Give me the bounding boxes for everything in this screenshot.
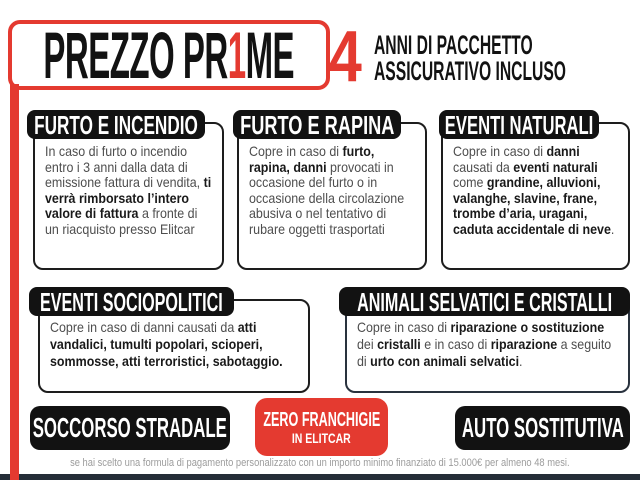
years-number: 4 [329, 17, 362, 97]
brand-title-highlight: 1 [228, 18, 246, 92]
card-header [233, 110, 401, 139]
card-furto-e-rapina [233, 109, 405, 237]
brand-title-box [8, 20, 330, 90]
card-body-text: Copre in caso di riparazione o sostituzione dei cristalli e in caso di riparazione a seguito di urto con animali selvatici. [357, 319, 612, 369]
card-body-text: Copre in caso di danni causati da eventi naturali come grandine, alluvioni, valanghe, slavine, frane, trombe d’aria, uragani, caduta accidentale di neve. [453, 143, 615, 237]
card-furto-e-incendio [27, 109, 212, 237]
card-body [33, 122, 224, 270]
tagline-line-2: ASSICURATIVO INCLUSO [374, 56, 566, 86]
pill-label: SOCCORSO STRADALE [32, 412, 228, 443]
tagline [374, 32, 566, 84]
pill-label: AUTO SOSTITUTIVA [461, 412, 624, 443]
card-title: FURTO E INCENDIO [34, 109, 198, 140]
brand-title-suffix: ME [245, 18, 295, 92]
card-body-text: Copre in caso di danni causati da atti vandalici, tumulti popolari, scioperi, sommosse, atti terroristici, sabotaggio. [50, 319, 283, 369]
card-body-text: In caso di furto o incendio entro i 3 anni dalla data di emissione fattura di vendita, ti verrà rimborsato l’intero valore di fattura a fronte di un riacquisto presso Elitcar [45, 143, 212, 237]
pill-auto-sostitutiva [455, 406, 630, 450]
left-accent-bar [10, 84, 19, 480]
card-header [29, 287, 234, 316]
card-eventi-sociopolitici [29, 286, 283, 369]
card-title: ANIMALI SELVATICI E CRISTALLI [357, 286, 612, 317]
card-title: EVENTI NATURALI [444, 109, 594, 140]
card-title: EVENTI SOCIOPOLITICI [40, 286, 223, 317]
card-eventi-naturali [439, 109, 615, 237]
pill-label-line-2: IN ELITCAR [292, 429, 351, 446]
card-title: FURTO E RAPINA [239, 109, 395, 140]
card-header [439, 110, 599, 139]
tagline-line-1: ANNI DI PACCHETTO [374, 30, 533, 60]
card-body [441, 122, 630, 270]
pill-zero-franchigie [255, 398, 388, 456]
card-body-text: Copre in caso di furto, rapina, danni provocati in occasione del furto o in occasione della circolazione abusiva o nel tentativo di rubare oggetti trasportati [249, 143, 405, 237]
brand-title-prefix: PREZZO PR [43, 18, 229, 92]
card-header [27, 110, 205, 139]
card-animali-selvatici-e-cristalli [339, 286, 630, 369]
card-body [237, 122, 427, 270]
bottom-edge-bar [0, 474, 640, 480]
footer-disclaimer [0, 457, 640, 469]
pill-label-line-1: ZERO FRANCHIGIE [263, 408, 380, 431]
card-header [339, 287, 630, 316]
pill-soccorso-stradale [30, 406, 230, 450]
brand-title [43, 18, 295, 92]
footer-disclaimer-text: se hai scelto una formula di pagamento personalizzato con un importo minimo finanziato di 15.000€ per almeno 48 mesi. [70, 457, 570, 469]
